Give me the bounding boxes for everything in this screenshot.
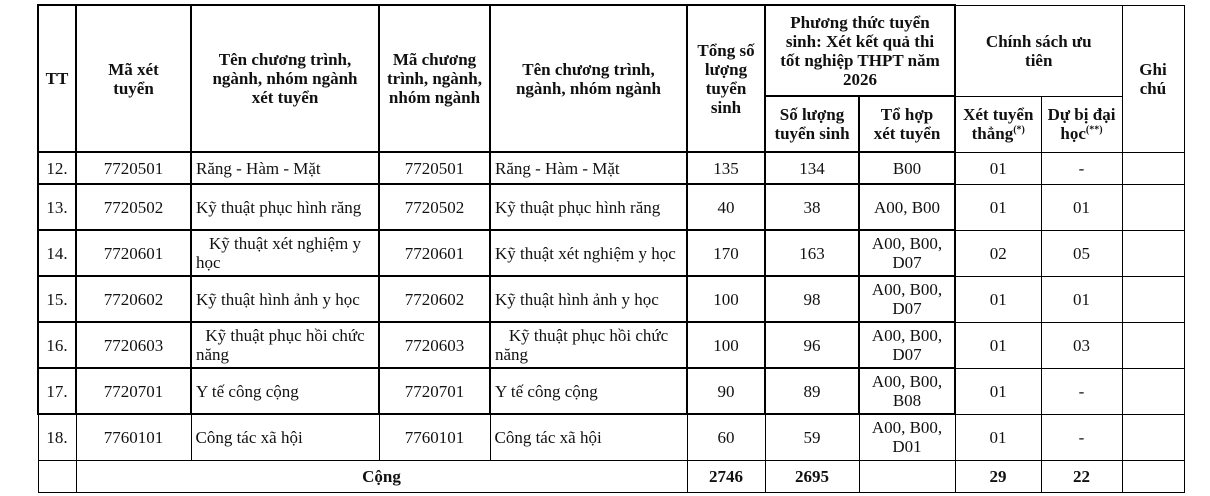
cell-ma: 7720603 <box>76 322 191 368</box>
cell-du-bi: - <box>1041 152 1122 184</box>
table-row <box>38 230 1184 276</box>
cell-tt: 17. <box>38 368 76 414</box>
header-xet-tuyen-thang <box>955 96 1041 152</box>
cell-tong: 100 <box>687 276 765 322</box>
cell-ma2: 7720501 <box>379 152 490 184</box>
cell-ghi-chu <box>1122 152 1184 184</box>
cell-du-bi: 01 <box>1041 184 1122 230</box>
header-ma-chuong-trinh: Mã chương trình, ngành, nhóm ngành <box>379 5 490 152</box>
cell-so-luong: 134 <box>765 152 859 184</box>
cell-du-bi: - <box>1041 368 1122 414</box>
header-tt: TT <box>38 5 76 152</box>
cell-ten2: Công tác xã hội <box>490 414 687 460</box>
cell-ghi-chu <box>1122 276 1184 322</box>
cell-ten: Kỹ thuật phục hình răng <box>191 184 379 230</box>
cell-tong: 90 <box>687 368 765 414</box>
cell-tt: 14. <box>38 230 76 276</box>
table-row <box>38 368 1184 414</box>
cell-thang: 01 <box>955 414 1041 460</box>
cell-ten: Kỹ thuật phục hồi chức năng <box>191 322 379 368</box>
total-row <box>38 460 1184 492</box>
cell-ten2: Kỹ thuật xét nghiệm y học <box>490 230 687 276</box>
cell-tt: 12. <box>38 152 76 184</box>
cell-tt: 13. <box>38 184 76 230</box>
header-row-1 <box>38 5 1184 96</box>
cell-to-hop: A00, B00, D01 <box>859 414 955 460</box>
cell-tong: 100 <box>687 322 765 368</box>
table-row <box>38 184 1184 230</box>
cell-ten2: Kỹ thuật phục hình răng <box>490 184 687 230</box>
cell-to-hop: A00, B00 <box>859 184 955 230</box>
cell-ten2: Răng - Hàm - Mặt <box>490 152 687 184</box>
cell-ghi-chu <box>1122 322 1184 368</box>
cell-so-luong: 38 <box>765 184 859 230</box>
cell-tt-empty <box>38 460 76 492</box>
cell-so-luong: 59 <box>765 414 859 460</box>
total-so-luong: 2695 <box>765 460 859 492</box>
table-row <box>38 322 1184 368</box>
cell-ma2: 7720701 <box>379 368 490 414</box>
cell-thang: 02 <box>955 230 1041 276</box>
cell-thang: 01 <box>955 322 1041 368</box>
cell-tong: 40 <box>687 184 765 230</box>
cell-du-bi: 01 <box>1041 276 1122 322</box>
header-to-hop: Tổ hợp xét tuyển <box>859 96 955 152</box>
cell-ten2: Kỹ thuật hình ảnh y học <box>490 276 687 322</box>
header-phuong-thuc: Phương thức tuyển sinh: Xét kết quả thi tốt nghiệp THPT năm 2026 <box>765 5 955 96</box>
cell-du-bi: 05 <box>1041 230 1122 276</box>
total-du-bi: 22 <box>1041 460 1122 492</box>
header-ma-xet-tuyen: Mã xét tuyển <box>76 5 191 152</box>
cell-ghi-chu <box>1122 184 1184 230</box>
cell-to-hop: A00, B00, D07 <box>859 276 955 322</box>
cell-ten: Kỹ thuật hình ảnh y học <box>191 276 379 322</box>
total-ghi-chu <box>1122 460 1184 492</box>
cell-to-hop: A00, B00, B08 <box>859 368 955 414</box>
cell-tt: 18. <box>38 414 76 460</box>
cell-ma2: 7720601 <box>379 230 490 276</box>
cell-ma2: 7760101 <box>379 414 490 460</box>
cell-du-bi: - <box>1041 414 1122 460</box>
header-ghi-chu: Ghi chú <box>1122 5 1184 152</box>
cell-ten2: Y tế công cộng <box>490 368 687 414</box>
cell-thang: 01 <box>955 368 1041 414</box>
table-row <box>38 152 1184 184</box>
footnote-marker: (*) <box>1013 124 1025 136</box>
table-row <box>38 276 1184 322</box>
cell-ma2: 7720602 <box>379 276 490 322</box>
cell-tt: 15. <box>38 276 76 322</box>
header-so-luong: Số lượng tuyển sinh <box>765 96 859 152</box>
header-ten-xet-tuyen: Tên chương trình, ngành, nhóm ngành xét tuyển <box>191 5 379 152</box>
cell-ten: Y tế công cộng <box>191 368 379 414</box>
cell-ghi-chu <box>1122 414 1184 460</box>
header-du-bi <box>1041 96 1122 152</box>
cell-ma: 7760101 <box>76 414 191 460</box>
cell-tong: 60 <box>687 414 765 460</box>
cell-tong: 170 <box>687 230 765 276</box>
cell-ma: 7720501 <box>76 152 191 184</box>
cell-thang: 01 <box>955 276 1041 322</box>
cell-thang: 01 <box>955 152 1041 184</box>
cell-ma: 7720602 <box>76 276 191 322</box>
cell-to-hop: B00 <box>859 152 955 184</box>
header-xet-tuyen-thang-label: Xét tuyển thẳng <box>963 105 1034 143</box>
cell-so-luong: 89 <box>765 368 859 414</box>
cell-tong: 135 <box>687 152 765 184</box>
total-thang: 29 <box>955 460 1041 492</box>
cell-thang: 01 <box>955 184 1041 230</box>
cell-ten: Răng - Hàm - Mặt <box>191 152 379 184</box>
cell-ma: 7720502 <box>76 184 191 230</box>
cell-to-hop: A00, B00, D07 <box>859 230 955 276</box>
cell-tt: 16. <box>38 322 76 368</box>
header-du-bi-label: Dự bị đại học <box>1047 105 1116 143</box>
header-tong-so: Tổng số lượng tuyển sinh <box>687 5 765 152</box>
cell-ten: Kỹ thuật xét nghiệm y học <box>191 230 379 276</box>
header-chinh-sach: Chính sách ưu tiên <box>955 5 1122 96</box>
cell-ten: Công tác xã hội <box>191 414 379 460</box>
cell-so-luong: 98 <box>765 276 859 322</box>
table-row <box>38 414 1184 460</box>
cell-ma: 7720601 <box>76 230 191 276</box>
cell-ghi-chu <box>1122 230 1184 276</box>
cell-ma2: 7720603 <box>379 322 490 368</box>
cell-ghi-chu <box>1122 368 1184 414</box>
cell-so-luong: 163 <box>765 230 859 276</box>
footnote-marker: (**) <box>1085 124 1103 136</box>
total-tong: 2746 <box>687 460 765 492</box>
cell-ma: 7720701 <box>76 368 191 414</box>
cell-ten2: Kỹ thuật phục hồi chức năng <box>490 322 687 368</box>
total-label: Cộng <box>76 460 687 492</box>
admissions-table <box>37 4 1185 493</box>
cell-to-hop: A00, B00, D07 <box>859 322 955 368</box>
cell-du-bi: 03 <box>1041 322 1122 368</box>
header-ten-chuong-trinh: Tên chương trình, ngành, nhóm ngành <box>490 5 687 152</box>
cell-ma2: 7720502 <box>379 184 490 230</box>
cell-so-luong: 96 <box>765 322 859 368</box>
total-to-hop <box>859 460 955 492</box>
